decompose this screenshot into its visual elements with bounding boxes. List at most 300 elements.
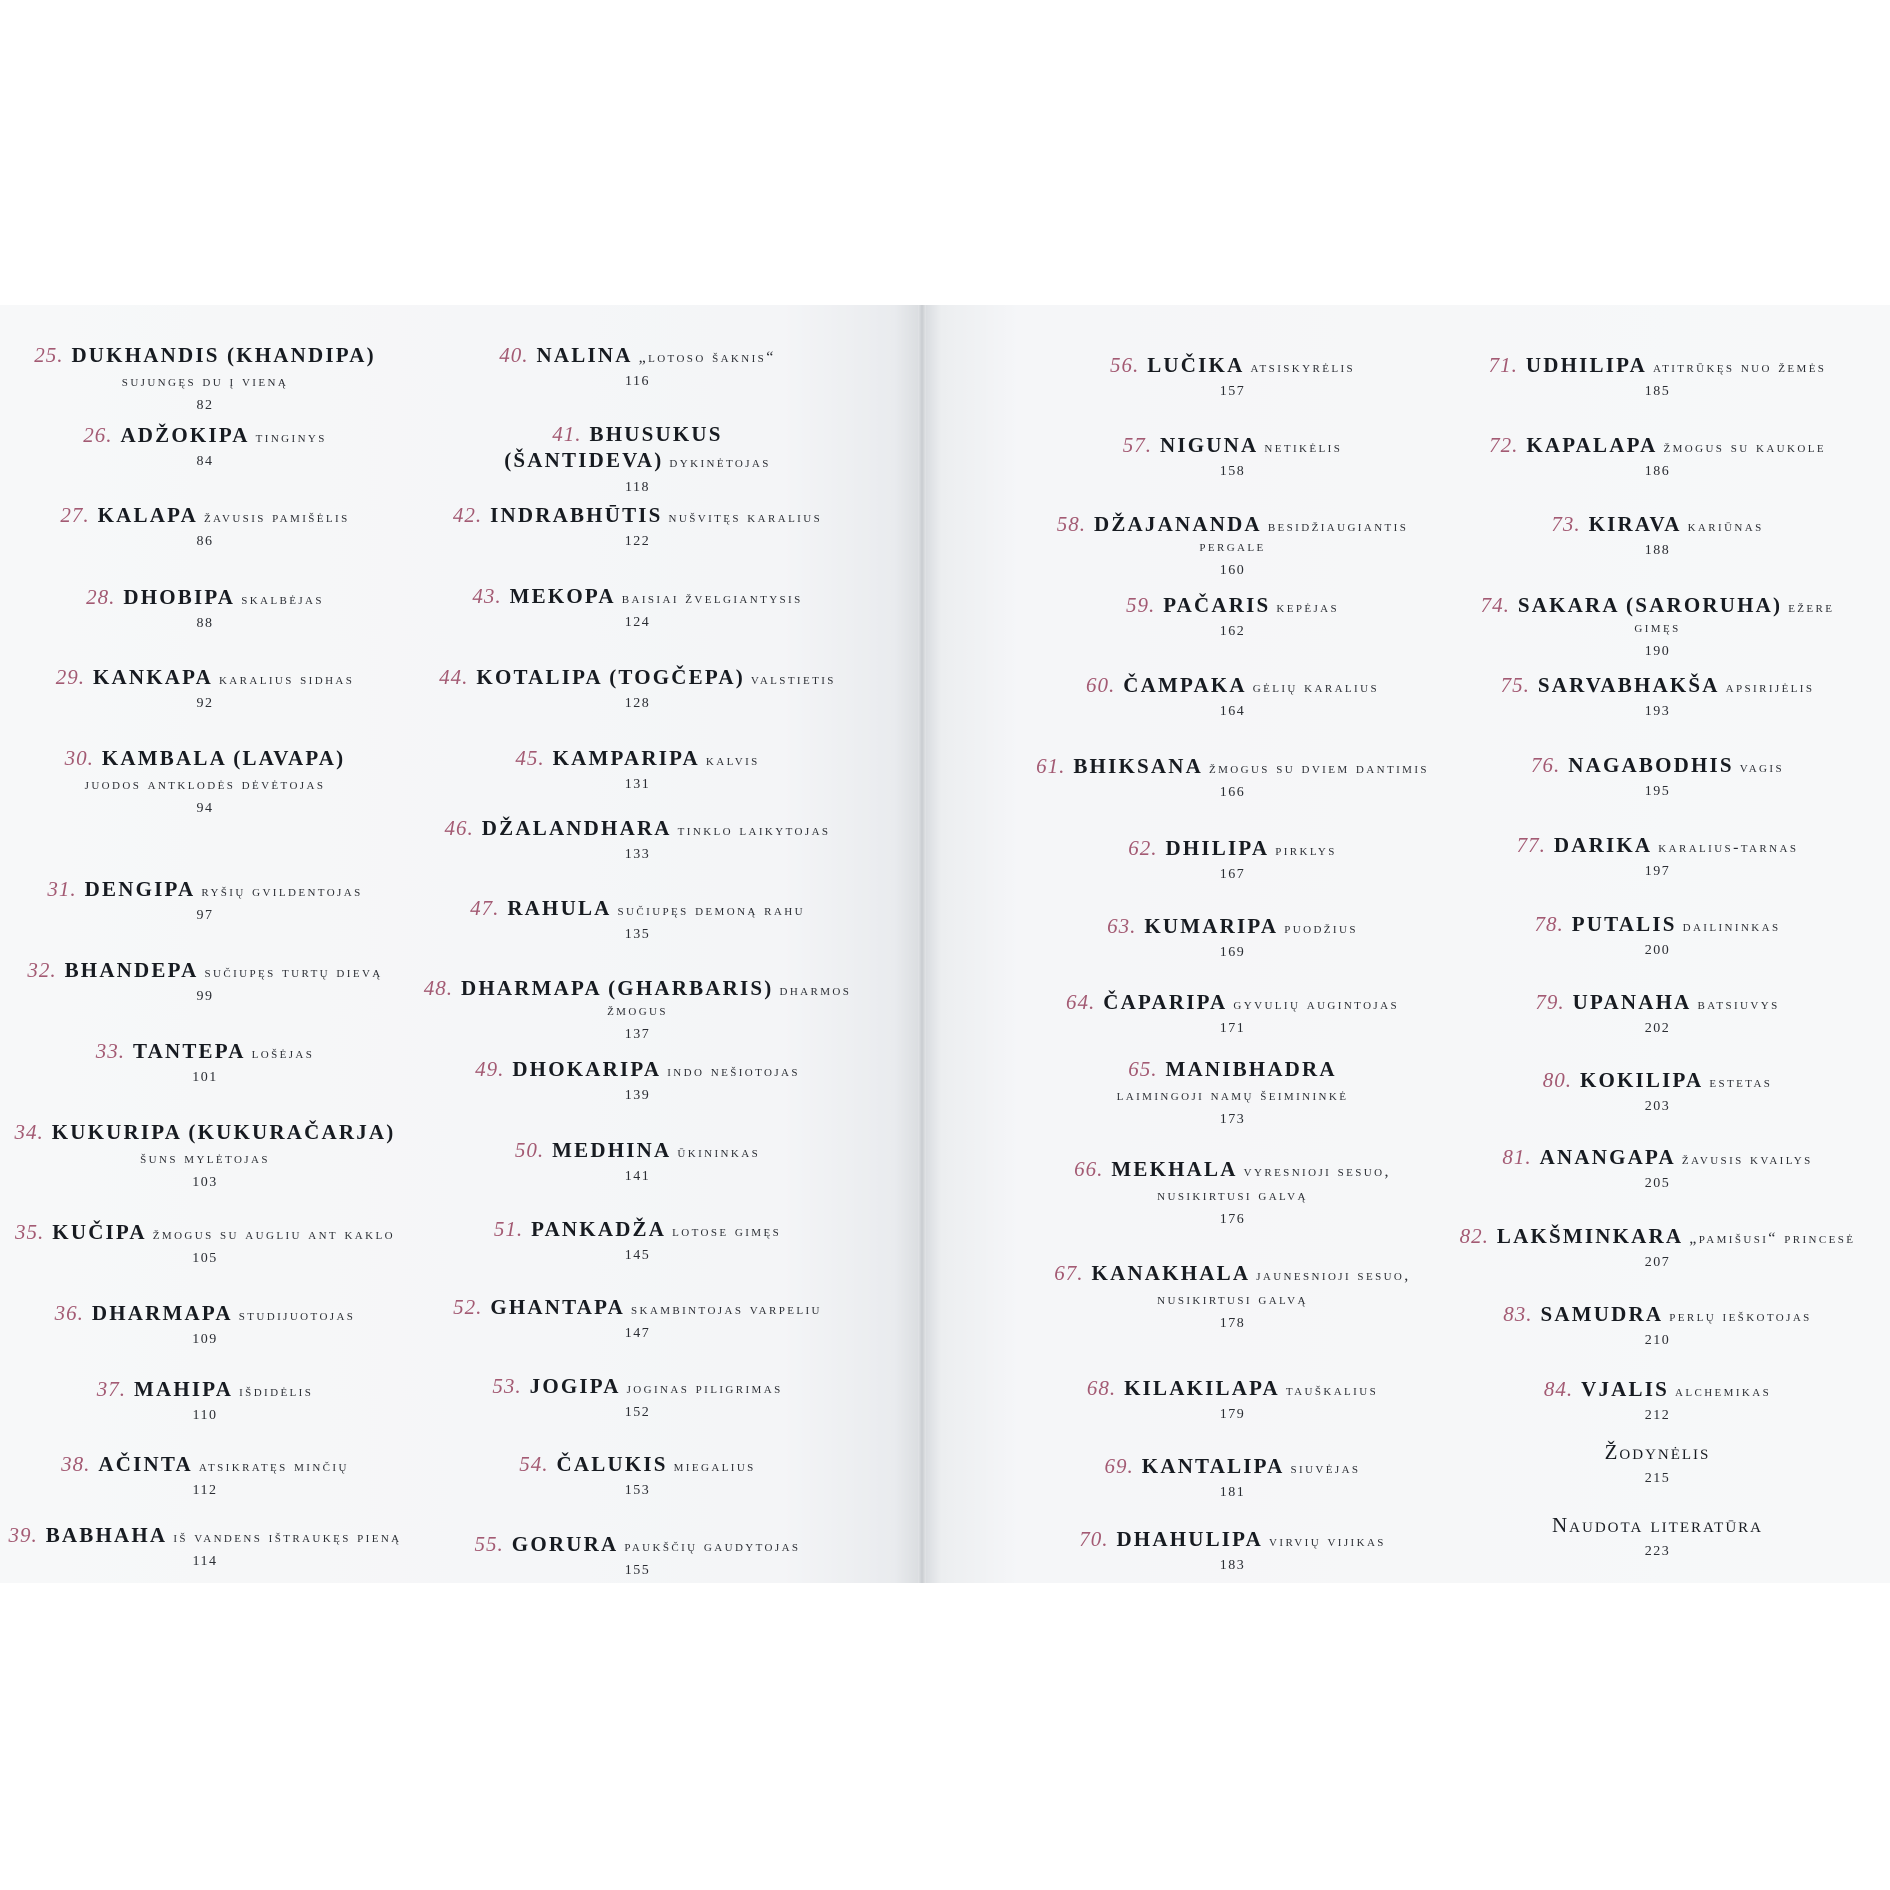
entry-name: DHAHULIPA xyxy=(1116,1527,1264,1551)
entry-description: karalius-tarnas xyxy=(1658,839,1799,856)
entry-page-number: 162 xyxy=(1219,624,1246,640)
toc-entry-title-line xyxy=(0,1376,410,1402)
toc-entry-title-line xyxy=(1030,753,1435,779)
entry-number: 68. xyxy=(1086,1376,1117,1400)
entry-name: KUKURIPA (KUKURAČARJA) xyxy=(51,1120,396,1144)
entry-name: BHANDEPA xyxy=(64,958,199,982)
toc-entry xyxy=(1455,1376,1860,1425)
entry-number: 83. xyxy=(1503,1302,1533,1326)
entry-description: miegalius xyxy=(673,1458,756,1475)
entry-name: KUMARIPA xyxy=(1144,914,1279,938)
entry-number: 27. xyxy=(60,503,90,527)
entry-name: LAKŠMINKARA xyxy=(1496,1224,1684,1248)
toc-entry-title-line xyxy=(420,421,855,474)
entry-name: KUČIPA xyxy=(52,1220,147,1244)
entry-page-number: 124 xyxy=(624,615,651,631)
toc-entry-title-line xyxy=(1030,989,1435,1015)
entry-name: MEDHINA xyxy=(552,1138,672,1162)
entry-description: ryšių gvildentojas xyxy=(201,883,363,900)
entry-description: indo nešiotojas xyxy=(667,1063,800,1080)
toc-entry xyxy=(1455,352,1860,401)
entry-page-number: 137 xyxy=(624,1027,651,1043)
toc-column-4 xyxy=(1455,305,1860,1583)
entry-description: netikėlis xyxy=(1264,439,1343,456)
toc-entry-title-line xyxy=(1030,1260,1435,1286)
toc-entry-title-line xyxy=(1455,592,1860,638)
entry-page-number: 205 xyxy=(1644,1176,1671,1192)
entry-number: 35. xyxy=(15,1220,45,1244)
entry-page-number: 155 xyxy=(624,1563,651,1579)
entry-name: NALINA xyxy=(536,343,633,367)
toc-extra-entry xyxy=(1455,1512,1860,1561)
entry-description: puodžius xyxy=(1284,920,1358,937)
entry-name: UDHILIPA xyxy=(1525,353,1647,377)
toc-entry xyxy=(0,957,410,1006)
entry-number: 70. xyxy=(1079,1527,1109,1551)
entry-number: 54. xyxy=(519,1452,549,1476)
toc-entry xyxy=(0,422,410,471)
entry-name: MEKHALA xyxy=(1111,1157,1238,1181)
entry-number: 28. xyxy=(86,585,116,609)
toc-entry-title-line xyxy=(1455,1301,1860,1327)
entry-name: VJALIS xyxy=(1581,1377,1669,1401)
entry-description-line: šuns mylėtojas xyxy=(140,1150,270,1168)
toc-entry xyxy=(0,1451,410,1500)
entry-page-number: 101 xyxy=(192,1070,218,1086)
entry-number: 30. xyxy=(64,746,94,770)
entry-page-number: 193 xyxy=(1644,704,1671,720)
toc-entry-title-line xyxy=(0,1038,410,1064)
toc-entry-title-line xyxy=(0,1451,410,1477)
entry-number: 64. xyxy=(1066,990,1096,1014)
entry-description: lotose gimęs xyxy=(672,1223,782,1240)
toc-entry xyxy=(420,664,855,713)
entry-page-number: 86 xyxy=(196,534,214,550)
toc-entry xyxy=(420,1137,855,1186)
entry-number: 42. xyxy=(452,503,483,527)
entry-number: 32. xyxy=(27,958,57,982)
entry-name: NAGABODHIS xyxy=(1568,753,1734,777)
toc-entry-title-line xyxy=(0,502,410,528)
entry-description: estetas xyxy=(1709,1074,1773,1091)
toc-entry-title-line xyxy=(1455,989,1860,1015)
toc-entry-title-line xyxy=(0,1119,410,1145)
entry-description: atsikratęs minčių xyxy=(198,1458,349,1475)
entry-description: vagis xyxy=(1739,759,1784,776)
toc-entry xyxy=(1455,1223,1860,1272)
toc-entry xyxy=(1030,511,1435,580)
entry-name: AČINTA xyxy=(98,1452,193,1476)
entry-number: 81. xyxy=(1502,1145,1532,1169)
toc-entry xyxy=(1455,1144,1860,1193)
toc-entry xyxy=(420,583,855,632)
toc-entry xyxy=(420,815,855,864)
entry-description-line: sujungęs du į vieną xyxy=(121,373,289,391)
toc-entry-title-line xyxy=(420,342,855,368)
entry-page-number: 158 xyxy=(1219,464,1246,480)
entry-number: 76. xyxy=(1531,753,1561,777)
toc-entry-title-line xyxy=(1030,1375,1435,1401)
entry-page-number: 122 xyxy=(624,534,651,550)
toc-entry-title-line xyxy=(1455,832,1860,858)
entry-page-number: 133 xyxy=(624,847,651,863)
toc-entry xyxy=(420,421,855,496)
toc-entry xyxy=(1455,511,1860,560)
toc-entry xyxy=(420,1373,855,1422)
entry-name: UPANAHA xyxy=(1572,990,1692,1014)
entry-description: tinginys xyxy=(255,429,327,446)
entry-description: apsirijėlis xyxy=(1725,679,1815,696)
entry-name: KAPALAPA xyxy=(1526,433,1658,457)
entry-page-number: 147 xyxy=(624,1326,651,1342)
entry-page-number: 118 xyxy=(625,479,650,495)
book-gutter xyxy=(918,305,926,1583)
entry-description: kariūnas xyxy=(1687,518,1764,535)
entry-name: INDRABHŪTIS xyxy=(490,503,663,527)
entry-name: SAMUDRA xyxy=(1540,1302,1664,1326)
entry-number: 56. xyxy=(1109,353,1140,377)
entry-number: 51. xyxy=(493,1217,524,1241)
toc-entry-title-line xyxy=(420,1531,855,1557)
entry-description: ežere gimęs xyxy=(1634,599,1835,637)
entry-number: 84. xyxy=(1543,1377,1574,1401)
toc-entry xyxy=(420,1531,855,1580)
entry-number: 75. xyxy=(1500,673,1530,697)
entry-number: 65. xyxy=(1128,1057,1158,1081)
entry-description: išdidėlis xyxy=(239,1383,314,1400)
entry-description-line: laimingoji namų šeimininkė xyxy=(1116,1087,1349,1105)
entry-number: 80. xyxy=(1542,1068,1572,1092)
entry-description: paukščių gaudytojas xyxy=(624,1538,801,1555)
entry-page-number: 153 xyxy=(624,1483,651,1499)
toc-entry-title-line xyxy=(0,664,410,690)
entry-page-number: 105 xyxy=(192,1251,218,1267)
toc-entry-title-line xyxy=(1455,511,1860,537)
entry-page-number: 203 xyxy=(1644,1099,1671,1115)
entry-page-number: 131 xyxy=(624,777,651,793)
entry-page-number: 88 xyxy=(196,616,214,632)
toc-entry-title-line xyxy=(1030,1453,1435,1479)
entry-number: 36. xyxy=(54,1301,84,1325)
entry-page-number: 139 xyxy=(624,1088,651,1104)
extra-entry-label: Žodynėlis xyxy=(1604,1440,1711,1464)
entry-description: žavusis pamišėlis xyxy=(203,509,350,526)
entry-name: KOKILIPA xyxy=(1579,1068,1704,1092)
entry-number: 78. xyxy=(1534,912,1564,936)
entry-name: MAHIPA xyxy=(133,1377,234,1401)
entry-page-number: 116 xyxy=(625,374,650,390)
entry-number: 60. xyxy=(1086,673,1116,697)
entry-number: 47. xyxy=(470,896,500,920)
toc-entry-title-line xyxy=(1455,911,1860,937)
entry-page-number: 97 xyxy=(196,908,214,924)
toc-entry-title-line xyxy=(0,584,410,610)
toc-entry-title-line xyxy=(1030,1156,1435,1182)
entry-page-number: 212 xyxy=(1644,1408,1671,1424)
entry-description: žmogus su dviem dantimis xyxy=(1208,760,1429,777)
entry-name: SARVABHAKŠA xyxy=(1537,673,1720,697)
entry-description: baisiai žvelgiantysis xyxy=(621,590,803,607)
toc-entry xyxy=(1030,989,1435,1038)
entry-description: skalbėjas xyxy=(241,591,324,608)
entry-name: PANKADŽA xyxy=(531,1217,667,1241)
entry-page-number: 178 xyxy=(1219,1316,1246,1332)
toc-entry xyxy=(1455,1301,1860,1350)
entry-number: 40. xyxy=(499,343,529,367)
entry-number: 33. xyxy=(95,1039,125,1063)
entry-description: „pamišusi“ princesė xyxy=(1689,1230,1856,1247)
entry-description: batsiuvys xyxy=(1697,996,1780,1013)
toc-entry xyxy=(1030,1056,1435,1129)
entry-name: KOTALIPA (TOGČEPA) xyxy=(476,665,745,689)
toc-entry xyxy=(0,1119,410,1192)
entry-name: ADŽOKIPA xyxy=(120,423,250,447)
toc-entry-title-line xyxy=(420,583,855,609)
toc-entry-title-line xyxy=(1455,1223,1860,1249)
entry-page-number: 202 xyxy=(1644,1021,1671,1037)
toc-entry xyxy=(420,1216,855,1265)
entry-number: 25. xyxy=(34,343,64,367)
entry-number: 73. xyxy=(1551,512,1581,536)
toc-entry xyxy=(1030,672,1435,721)
toc-entry xyxy=(1030,753,1435,802)
entry-name: TANTEPA xyxy=(132,1039,246,1063)
toc-entry-title-line xyxy=(0,342,410,368)
entry-page-number: 82 xyxy=(196,398,214,414)
entry-name: GORURA xyxy=(511,1532,619,1556)
toc-entry xyxy=(1030,432,1435,481)
entry-page-number: 157 xyxy=(1219,384,1246,400)
entry-name: DHARMAPA xyxy=(91,1301,233,1325)
entry-description: alchemikas xyxy=(1675,1383,1772,1400)
toc-entry xyxy=(1030,1453,1435,1502)
entry-number: 49. xyxy=(475,1057,505,1081)
toc-entry xyxy=(420,1056,855,1105)
entry-name: KILAKILAPA xyxy=(1124,1376,1280,1400)
toc-entry xyxy=(420,1451,855,1500)
toc-entry xyxy=(420,975,855,1044)
entry-number: 62. xyxy=(1128,836,1158,860)
entry-name: KIRAVA xyxy=(1588,512,1682,536)
entry-description: valstietis xyxy=(750,671,836,688)
entry-number: 77. xyxy=(1516,833,1546,857)
entry-name: KAMBALA (LAVAPA) xyxy=(101,746,346,770)
entry-page-number: 99 xyxy=(196,989,214,1005)
toc-entry-title-line xyxy=(420,1137,855,1163)
entry-description-line: juodos antklodės dėvėtojas xyxy=(84,776,326,794)
entry-number: 44. xyxy=(439,665,469,689)
toc-entry xyxy=(0,502,410,551)
extra-entry-page-number: 215 xyxy=(1644,1471,1671,1487)
entry-number: 38. xyxy=(61,1452,91,1476)
toc-entry-title-line xyxy=(1455,1376,1860,1402)
entry-description: pirklys xyxy=(1275,842,1337,859)
entry-name: KANAKHALA xyxy=(1091,1261,1251,1285)
entry-description: dharmos žmogus xyxy=(607,982,852,1020)
entry-number: 66. xyxy=(1074,1157,1104,1181)
entry-page-number: 141 xyxy=(624,1169,651,1185)
toc-entry xyxy=(0,745,410,818)
entry-page-number: 103 xyxy=(192,1175,218,1191)
entry-name: LUČIKA xyxy=(1147,353,1245,377)
entry-description-line: nusikirtusi galvą xyxy=(1157,1187,1308,1205)
open-book xyxy=(0,305,1890,1583)
toc-entry-title-line xyxy=(0,745,410,771)
toc-entry-title-line xyxy=(0,422,410,448)
entry-name: KALAPA xyxy=(97,503,198,527)
entry-page-number: 195 xyxy=(1644,784,1671,800)
entry-page-number: 112 xyxy=(192,1483,218,1499)
toc-entry xyxy=(1455,672,1860,721)
toc-entry-title-line xyxy=(1030,1526,1435,1552)
toc-entry xyxy=(1455,911,1860,960)
toc-entry-title-line xyxy=(1030,352,1435,378)
entry-description: žavusis kvailys xyxy=(1681,1151,1813,1168)
entry-description: kalvis xyxy=(705,752,760,769)
entry-description: besidžiaugiantis pergale xyxy=(1199,518,1409,556)
entry-name: SAKARA (SARORUHA) xyxy=(1517,593,1783,617)
entry-number: 61. xyxy=(1036,754,1066,778)
toc-entry-title-line xyxy=(420,1294,855,1320)
entry-number: 72. xyxy=(1489,433,1519,457)
entry-description: ūkininkas xyxy=(677,1144,761,1161)
entry-name: PUTALIS xyxy=(1571,912,1677,936)
toc-entry-title-line xyxy=(1455,672,1860,698)
entry-number: 26. xyxy=(83,423,113,447)
entry-page-number: 167 xyxy=(1219,867,1246,883)
entry-number: 82. xyxy=(1459,1224,1489,1248)
entry-description: karalius sidhas xyxy=(218,671,355,688)
entry-number: 50. xyxy=(514,1138,545,1162)
toc-entry-title-line xyxy=(420,895,855,921)
entry-name: DUKHANDIS (KHANDIPA) xyxy=(71,343,376,367)
toc-entry xyxy=(0,876,410,925)
entry-description: gyvulių augintojas xyxy=(1233,996,1399,1013)
toc-column-3 xyxy=(1030,305,1435,1583)
entry-number: 39. xyxy=(8,1523,38,1547)
toc-entry-title-line xyxy=(1030,511,1435,557)
entry-name: DENGIPA xyxy=(84,877,196,901)
entry-name: JOGIPA xyxy=(529,1374,621,1398)
entry-page-number: 109 xyxy=(192,1332,218,1348)
toc-entry xyxy=(420,342,855,391)
toc-entry xyxy=(1455,989,1860,1038)
entry-number: 71. xyxy=(1488,353,1518,377)
entry-description: gėlių karalius xyxy=(1252,679,1379,696)
entry-name: RAHULA xyxy=(507,896,612,920)
entry-description: „lotoso šaknis“ xyxy=(638,349,776,366)
toc-entry xyxy=(420,745,855,794)
toc-entry-title-line xyxy=(0,1522,410,1548)
entry-page-number: 190 xyxy=(1644,644,1671,660)
entry-page-number: 179 xyxy=(1219,1407,1246,1423)
entry-name: GHANTAPA xyxy=(490,1295,625,1319)
entry-number: 31. xyxy=(47,877,77,901)
entry-number: 41. xyxy=(552,422,582,446)
toc-entry-title-line xyxy=(1030,913,1435,939)
entry-number: 63. xyxy=(1107,914,1137,938)
entry-page-number: 84 xyxy=(196,454,214,470)
entry-description: virvių vijikas xyxy=(1269,1533,1386,1550)
entry-page-number: 114 xyxy=(192,1554,218,1570)
entry-page-number: 207 xyxy=(1644,1255,1671,1271)
entry-number: 52. xyxy=(453,1295,483,1319)
entry-number: 69. xyxy=(1104,1454,1134,1478)
toc-entry-title-line xyxy=(420,745,855,771)
toc-entry-title-line xyxy=(1030,1056,1435,1082)
toc-entry-title-line xyxy=(1030,592,1435,618)
toc-entry-title-line xyxy=(420,975,855,1021)
toc-entry xyxy=(1030,1156,1435,1229)
entry-page-number: 181 xyxy=(1219,1485,1246,1501)
toc-entry xyxy=(0,342,410,415)
entry-description: perlų ieškotojas xyxy=(1669,1308,1812,1325)
entry-description: jaunesnioji sesuo, xyxy=(1256,1267,1411,1284)
toc-column-2 xyxy=(420,305,855,1583)
toc-entry xyxy=(1030,1526,1435,1575)
toc-entry xyxy=(420,502,855,551)
toc-column-1 xyxy=(0,305,410,1583)
entry-number: 79. xyxy=(1535,990,1565,1014)
toc-entry xyxy=(1455,432,1860,481)
toc-entry xyxy=(0,1219,410,1268)
toc-entry-title-line xyxy=(420,1451,855,1477)
entry-page-number: 110 xyxy=(192,1408,218,1424)
entry-page-number: 188 xyxy=(1644,543,1671,559)
entry-page-number: 185 xyxy=(1644,384,1671,400)
toc-entry xyxy=(0,1522,410,1571)
toc-entry-title-line xyxy=(0,876,410,902)
entry-name: BHUSUKUS (ŠANTIDEVA) xyxy=(504,422,723,473)
toc-entry-title-line xyxy=(420,664,855,690)
entry-description: kepėjas xyxy=(1276,599,1340,616)
entry-page-number: 128 xyxy=(624,696,651,712)
entry-name: ANANGAPA xyxy=(1539,1145,1676,1169)
toc-entry-title-line xyxy=(1455,432,1860,458)
entry-page-number: 210 xyxy=(1644,1333,1671,1349)
toc-entry-title-line xyxy=(420,815,855,841)
entry-description: skambintojas varpeliu xyxy=(631,1301,822,1318)
toc-entry-title-line xyxy=(1455,1144,1860,1170)
entry-page-number: 171 xyxy=(1219,1021,1246,1037)
toc-entry-title-line xyxy=(420,1056,855,1082)
entry-page-number: 94 xyxy=(196,801,214,817)
entry-name: ČALUKIS xyxy=(556,1452,668,1476)
entry-number: 53. xyxy=(492,1374,522,1398)
entry-description: žmogus su kaukole xyxy=(1663,439,1826,456)
entry-name: BHIKSANA xyxy=(1073,754,1203,778)
entry-number: 48. xyxy=(423,976,453,1000)
toc-entry xyxy=(420,1294,855,1343)
toc-entry xyxy=(1030,1375,1435,1424)
entry-number: 55. xyxy=(474,1532,504,1556)
toc-entry xyxy=(1030,913,1435,962)
entry-page-number: 166 xyxy=(1219,785,1246,801)
toc-entry-title-line xyxy=(1030,835,1435,861)
entry-description: vyresnioji sesuo, xyxy=(1243,1163,1391,1180)
entry-number: 46. xyxy=(444,816,474,840)
entry-description: dykinėtojas xyxy=(669,454,771,472)
entry-page-number: 160 xyxy=(1219,563,1246,579)
entry-description: atsiskyrėlis xyxy=(1250,359,1356,376)
entry-description: iš vandens ištraukęs pieną xyxy=(173,1529,402,1546)
entry-name: PAČARIS xyxy=(1163,593,1271,617)
entry-page-number: 164 xyxy=(1219,704,1246,720)
entry-description: dailininkas xyxy=(1682,918,1781,935)
entry-description-line: nusikirtusi galvą xyxy=(1157,1291,1308,1309)
toc-entry-title-line xyxy=(0,1300,410,1326)
entry-page-number: 169 xyxy=(1219,945,1246,961)
